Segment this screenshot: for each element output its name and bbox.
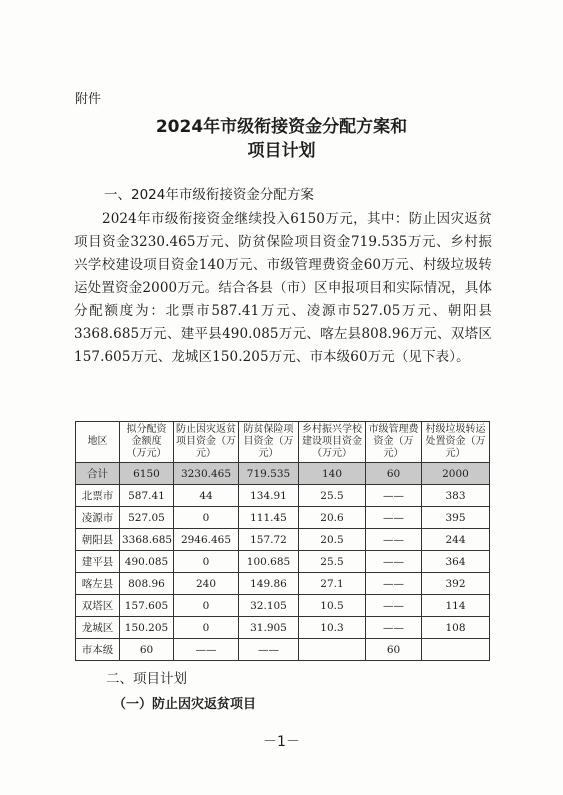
- table-cell: 龙城区: [76, 617, 120, 639]
- table-cell: ——: [366, 595, 422, 617]
- table-cell: 134.91: [239, 485, 299, 507]
- table-cell: 395: [422, 507, 490, 529]
- table-cell: ——: [366, 507, 422, 529]
- table-cell: 392: [422, 573, 490, 595]
- table-cell: 149.86: [239, 573, 299, 595]
- table-cell: 719.535: [239, 463, 299, 485]
- table-cell: ——: [366, 573, 422, 595]
- table-row: [76, 507, 490, 529]
- section2-heading: 二、项目计划: [106, 671, 187, 687]
- table-cell: 朝阳县: [76, 529, 120, 551]
- table-cell: 6150: [120, 463, 174, 485]
- document-title-line2: 项目计划: [247, 141, 316, 161]
- table-cell: [422, 639, 490, 661]
- table-cell: 20.5: [299, 529, 366, 551]
- table-cell: 2946.465: [174, 529, 239, 551]
- table-cell: 双塔区: [76, 595, 120, 617]
- table-row: [76, 529, 490, 551]
- table-cell: 建平县: [76, 551, 120, 573]
- table-cell: 60: [366, 639, 422, 661]
- table-cell: 喀左县: [76, 573, 120, 595]
- table-cell: 808.96: [120, 573, 174, 595]
- allocation-table: [75, 421, 490, 661]
- table-cell: 合计: [76, 463, 120, 485]
- header-management-fund: 市级管理费资金（万元）: [366, 422, 422, 463]
- table-cell: 市本级: [76, 639, 120, 661]
- table-cell: 20.6: [299, 507, 366, 529]
- table-cell: ——: [366, 617, 422, 639]
- table-cell: 10.5: [299, 595, 366, 617]
- table-row: [76, 595, 490, 617]
- table-cell: 244: [422, 529, 490, 551]
- table-cell: ——: [366, 529, 422, 551]
- table-cell: 150.205: [120, 617, 174, 639]
- table-header-row: [76, 422, 490, 463]
- table-cell: 0: [174, 617, 239, 639]
- table-cell: 44: [174, 485, 239, 507]
- table-cell: 60: [366, 463, 422, 485]
- table-cell: ——: [174, 639, 239, 661]
- table-cell: 114: [422, 595, 490, 617]
- table-cell: 490.085: [120, 551, 174, 573]
- table-cell: 32.105: [239, 595, 299, 617]
- table-cell: 27.1: [299, 573, 366, 595]
- table-row: [76, 639, 490, 661]
- table-cell: 0: [174, 595, 239, 617]
- table-row-total: [76, 463, 490, 485]
- header-planned-allocation: 拟分配资金额度（万元）: [120, 422, 174, 463]
- table-cell: 383: [422, 485, 490, 507]
- header-insurance-fund: 防贫保险项目资金（万元）: [239, 422, 299, 463]
- table-row: [76, 485, 490, 507]
- table-cell: 10.3: [299, 617, 366, 639]
- table-cell: ——: [239, 639, 299, 661]
- subsection-heading: （一）防止因灾返贫项目: [113, 697, 257, 712]
- table-cell: 2000: [422, 463, 490, 485]
- table-row: [76, 573, 490, 595]
- table-cell: 25.5: [299, 485, 366, 507]
- table-cell: 364: [422, 551, 490, 573]
- header-region: 地区: [76, 422, 120, 463]
- table-cell: 31.905: [239, 617, 299, 639]
- table-cell: 凌源市: [76, 507, 120, 529]
- table-cell: 140: [299, 463, 366, 485]
- table-cell: 157.605: [120, 595, 174, 617]
- table-cell: 100.685: [239, 551, 299, 573]
- table-cell: 527.05: [120, 507, 174, 529]
- table-cell: 0: [174, 551, 239, 573]
- table-cell: 北票市: [76, 485, 120, 507]
- table-cell: 157.72: [239, 529, 299, 551]
- table-row: [76, 551, 490, 573]
- table-cell: 240: [174, 573, 239, 595]
- table-cell: 60: [120, 639, 174, 661]
- table-cell: 3230.465: [174, 463, 239, 485]
- page-number: －1－: [263, 734, 300, 750]
- table-cell: 587.41: [120, 485, 174, 507]
- table-cell: ——: [366, 485, 422, 507]
- table-cell: 3368.685: [120, 529, 174, 551]
- table-cell: ——: [366, 551, 422, 573]
- table-cell: 25.5: [299, 551, 366, 573]
- table-row: [76, 617, 490, 639]
- header-disaster-prevention-fund: 防止因灾返贫项目资金（万元）: [174, 422, 239, 463]
- document-title-line1: 2024年市级衔接资金分配方案和: [155, 117, 408, 137]
- section1-heading: 一、2024年市级衔接资金分配方案: [104, 187, 314, 203]
- header-garbage-fund: 村级垃圾转运处置资金（万元）: [422, 422, 490, 463]
- attachment-label: 附件: [75, 92, 102, 107]
- table-cell: [299, 639, 366, 661]
- table-cell: 108: [422, 617, 490, 639]
- table-cell: 111.45: [239, 507, 299, 529]
- header-school-fund: 乡村振兴学校建设项目资金（万元）: [299, 422, 366, 463]
- section1-body: 2024年市级衔接资金继续投入6150万元，其中：防止因灾返贫项目资金3230.465万元、防贫保险项目资金719.535万元、乡村振兴学校建设项目资金140万元、市级管理费资金60万元、村级垃圾转运处置资金2000万元。结合各县（市）区申报项目和实际情况，具体分配额度为：北票市587.41万元、凌源市527.05万元、朝阳县3368.685万元、建平县490.085万元、喀左县808.96万元、双塔区157.605万元、龙城区150.205万元、市本级60万元（见下表）。: [74, 211, 492, 365]
- table-cell: 0: [174, 507, 239, 529]
